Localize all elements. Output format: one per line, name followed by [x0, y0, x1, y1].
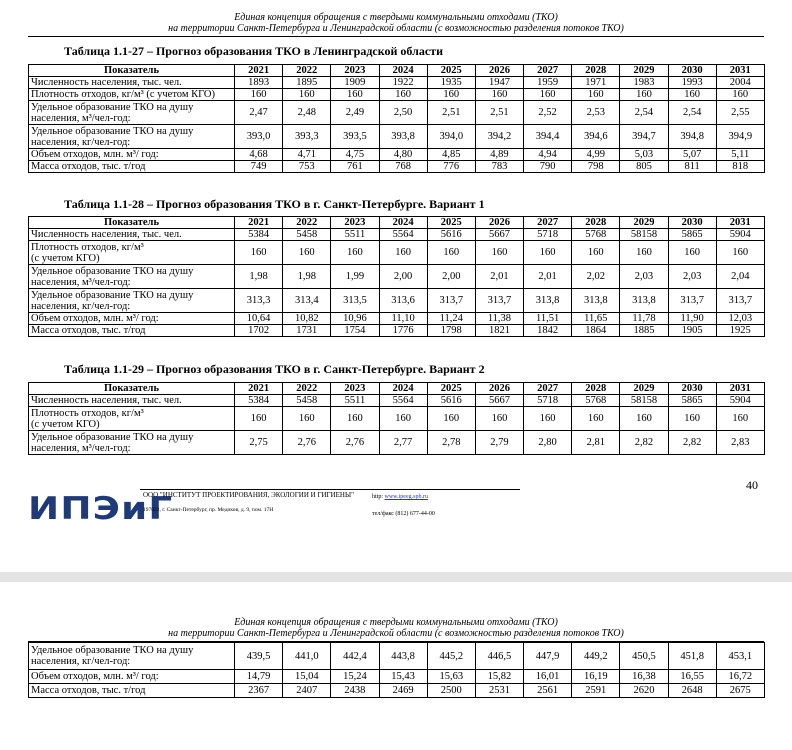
- table-cell-value: 16,19: [572, 670, 620, 684]
- table-cell-value: 2500: [427, 684, 475, 698]
- table-cell-value: 11,10: [379, 313, 427, 325]
- table-cell-value: 449,2: [572, 643, 620, 670]
- row-label: Удельное образование ТКО на душу населения, кг/чел-год:: [29, 125, 235, 149]
- table-cell-value: 160: [572, 407, 620, 431]
- table-cell-value: 393,0: [235, 125, 283, 149]
- table-cell-value: 1798: [427, 325, 475, 337]
- column-header-year: 2025: [427, 383, 475, 395]
- table-cell-value: 16,38: [620, 670, 668, 684]
- column-header-year: 2026: [475, 383, 523, 395]
- table-cell-value: 1842: [524, 325, 572, 337]
- table-cell-value: 1702: [235, 325, 283, 337]
- table-cell-value: 160: [524, 407, 572, 431]
- table-cell-value: 5667: [475, 395, 523, 407]
- table-cell-value: 5768: [572, 395, 620, 407]
- table-cell-value: 4,68: [235, 149, 283, 161]
- table-cell-value: 10,96: [331, 313, 379, 325]
- table-cell-value: 5904: [716, 395, 764, 407]
- table-cell-value: 4,89: [475, 149, 523, 161]
- table-cell-value: 5,11: [716, 149, 764, 161]
- table3-caption: Таблица 1.1-29 – Прогноз образования ТКО в г. Санкт-Петербурге. Вариант 2: [64, 362, 485, 376]
- column-header-year: 2029: [620, 65, 668, 77]
- document-page-2: [0, 582, 792, 750]
- table-cell-value: 811: [668, 161, 716, 173]
- table-cell-value: 11,38: [475, 313, 523, 325]
- table-cell-value: 15,82: [475, 670, 523, 684]
- table-cell-value: 749: [235, 161, 283, 173]
- table-cell-value: 2531: [475, 684, 523, 698]
- table-cell-value: 1,99: [331, 265, 379, 289]
- table-cell-value: 2620: [620, 684, 668, 698]
- table-row: [29, 265, 765, 289]
- row-label: Численность населения, тыс. чел.: [29, 77, 235, 89]
- table-cell-value: 160: [524, 241, 572, 265]
- row-label: Численность населения, тыс. чел.: [29, 229, 235, 241]
- table3-continuation: [28, 642, 765, 698]
- table-cell-value: 160: [427, 89, 475, 101]
- table-cell-value: 2648: [668, 684, 716, 698]
- table-cell-value: 1776: [379, 325, 427, 337]
- table-cell-value: 160: [572, 89, 620, 101]
- table-cell-value: 2,54: [620, 101, 668, 125]
- table-cell-value: 313,6: [379, 289, 427, 313]
- table-cell-value: 5904: [716, 229, 764, 241]
- table-cell-value: 1905: [668, 325, 716, 337]
- table-cell-value: 1922: [379, 77, 427, 89]
- table-cell-value: 2,82: [668, 431, 716, 455]
- table-cell-value: 5564: [379, 395, 427, 407]
- table-cell-value: 439,5: [235, 643, 283, 670]
- table-cell-value: 313,8: [524, 289, 572, 313]
- table-cell-value: 1821: [475, 325, 523, 337]
- table-row: [29, 313, 765, 325]
- column-header-year: 2030: [668, 217, 716, 229]
- table-cell-value: 443,8: [379, 643, 427, 670]
- row-label: Масса отходов, тыс. т/год: [29, 325, 235, 337]
- column-header-year: 2028: [572, 65, 620, 77]
- column-header-year: 2024: [379, 383, 427, 395]
- column-header-year: 2027: [524, 65, 572, 77]
- table-cell-value: 313,8: [572, 289, 620, 313]
- row-label: Удельное образование ТКО на душу населения, м³/чел-год:: [29, 431, 235, 455]
- company-logo: ИПЭиГ: [28, 491, 174, 527]
- table-cell-value: 1893: [235, 77, 283, 89]
- table-row: [29, 289, 765, 313]
- column-header-year: 2031: [716, 383, 764, 395]
- table-cell-value: 2,78: [427, 431, 475, 455]
- table-row: [29, 407, 765, 431]
- running-header-line1-page2: Единая концепция обращения с твердыми коммунальными отходами (ТКО): [234, 617, 558, 628]
- table-cell-value: 160: [716, 89, 764, 101]
- table-cell-value: 160: [283, 89, 331, 101]
- table-cell-value: 15,04: [283, 670, 331, 684]
- table-cell-value: 160: [668, 407, 716, 431]
- table-cell-value: 5718: [524, 229, 572, 241]
- table-cell-value: 160: [475, 407, 523, 431]
- table-cell-value: 2,83: [716, 431, 764, 455]
- table-cell-value: 16,01: [524, 670, 572, 684]
- column-header-year: 2030: [668, 65, 716, 77]
- table-cell-value: 5616: [427, 395, 475, 407]
- table-cell-value: 160: [379, 407, 427, 431]
- row-label: Удельное образование ТКО на душу населения, м³/чел-год:: [29, 101, 235, 125]
- table-cell-value: 2,01: [475, 265, 523, 289]
- table-cell-value: 2,52: [524, 101, 572, 125]
- table-cell-value: 58158: [620, 395, 668, 407]
- table-cell-value: 10,64: [235, 313, 283, 325]
- table-cell-value: 2,50: [379, 101, 427, 125]
- table-cell-value: 2,49: [331, 101, 379, 125]
- table-cell-value: 313,7: [668, 289, 716, 313]
- table-row: [29, 431, 765, 455]
- table-cell-value: 160: [475, 241, 523, 265]
- table-cell-value: 446,5: [475, 643, 523, 670]
- column-header-year: 2026: [475, 65, 523, 77]
- table-cell-value: 160: [524, 89, 572, 101]
- footer-org-name: ООО "ИНСТИТУТ ПРОЕКТИРОВАНИЯ, ЭКОЛОГИИ И ГИГИЕНЫ": [143, 491, 354, 499]
- row-label: Объем отходов, млн. м³/ год:: [29, 149, 235, 161]
- table-cell-value: 11,24: [427, 313, 475, 325]
- column-header-year: 2023: [331, 217, 379, 229]
- row-label: Удельное образование ТКО на душу населения, м³/чел-год:: [29, 265, 235, 289]
- column-header-year: 2022: [283, 65, 331, 77]
- table1: [28, 64, 765, 173]
- table-cell-value: 2,76: [283, 431, 331, 455]
- table-cell-value: 160: [572, 241, 620, 265]
- table-cell-value: 2407: [283, 684, 331, 698]
- row-label: Численность населения, тыс. чел.: [29, 395, 235, 407]
- table1-caption: Таблица 1.1-27 – Прогноз образования ТКО в Ленинградской области: [64, 44, 443, 58]
- table-cell-value: 313,8: [620, 289, 668, 313]
- table-cell-value: 160: [331, 407, 379, 431]
- column-header-year: 2023: [331, 65, 379, 77]
- row-label: Объем отходов, млн. м³/ год:: [29, 670, 235, 684]
- footer-url-link[interactable]: www.ipeeg.spb.ru: [384, 494, 428, 500]
- table-cell-value: 160: [283, 241, 331, 265]
- table-row: [29, 77, 765, 89]
- table-cell-value: 160: [235, 241, 283, 265]
- table-cell-value: 160: [283, 407, 331, 431]
- table-cell-value: 11,51: [524, 313, 572, 325]
- table-cell-value: 394,2: [475, 125, 523, 149]
- table-cell-value: 5616: [427, 229, 475, 241]
- table-cell-value: 2,79: [475, 431, 523, 455]
- table2-header-row: [29, 217, 765, 229]
- table-cell-value: 11,65: [572, 313, 620, 325]
- table-cell-value: 313,7: [427, 289, 475, 313]
- table-cell-value: 313,7: [716, 289, 764, 313]
- table-cell-value: 2367: [235, 684, 283, 698]
- table-cell-value: 1993: [668, 77, 716, 89]
- footer-address: 197022, г. Санкт-Петербург, пр. Медиков, д. 9, пом. 17Н: [143, 507, 274, 513]
- table-cell-value: 2,04: [716, 265, 764, 289]
- table-cell-value: 5865: [668, 395, 716, 407]
- table-cell-value: 16,55: [668, 670, 716, 684]
- table-cell-value: 447,9: [524, 643, 572, 670]
- column-header-year: 2021: [235, 65, 283, 77]
- table-cell-value: 761: [331, 161, 379, 173]
- table-cell-value: 776: [427, 161, 475, 173]
- table-cell-value: 818: [716, 161, 764, 173]
- table-cell-value: 2,51: [427, 101, 475, 125]
- table-row: [29, 161, 765, 173]
- table-cell-value: 11,90: [668, 313, 716, 325]
- table-cell-value: 2,76: [331, 431, 379, 455]
- table-cell-value: 2,75: [235, 431, 283, 455]
- footer-url-label: http:: [372, 494, 384, 500]
- column-header-year: 2030: [668, 383, 716, 395]
- table-cell-value: 442,4: [331, 643, 379, 670]
- column-header-year: 2028: [572, 383, 620, 395]
- table-cell-value: 2,53: [572, 101, 620, 125]
- page-number: 40: [746, 478, 758, 492]
- table-cell-value: 5511: [331, 395, 379, 407]
- table-cell-value: 5,03: [620, 149, 668, 161]
- table-cell-value: 1959: [524, 77, 572, 89]
- table-row: [29, 684, 765, 698]
- row-label: Масса отходов, тыс. т/год: [29, 684, 235, 698]
- table3-header-row: [29, 383, 765, 395]
- row-label: Плотность отходов, кг/м³ (с учетом КГО): [29, 407, 235, 431]
- table-cell-value: 58158: [620, 229, 668, 241]
- table-cell-value: 15,43: [379, 670, 427, 684]
- table-cell-value: 4,71: [283, 149, 331, 161]
- table-cell-value: 2,80: [524, 431, 572, 455]
- row-label: Плотность отходов, кг/м³ (с учетом КГО): [29, 241, 235, 265]
- table-cell-value: 14,79: [235, 670, 283, 684]
- table-cell-value: 2,51: [475, 101, 523, 125]
- table-cell-value: 1909: [331, 77, 379, 89]
- table-cell-value: 4,80: [379, 149, 427, 161]
- table-cell-value: 1,98: [283, 265, 331, 289]
- column-header-year: 2028: [572, 217, 620, 229]
- table-cell-value: 160: [235, 407, 283, 431]
- table-cell-value: 393,3: [283, 125, 331, 149]
- table-cell-value: 2004: [716, 77, 764, 89]
- table-cell-value: 160: [668, 89, 716, 101]
- table-cell-value: 394,9: [716, 125, 764, 149]
- column-header-year: 2029: [620, 217, 668, 229]
- table-row: [29, 101, 765, 125]
- table-row: [29, 229, 765, 241]
- footer-url: [372, 493, 428, 501]
- table-row: [29, 89, 765, 101]
- table-cell-value: 753: [283, 161, 331, 173]
- table-cell-value: 16,72: [716, 670, 764, 684]
- table-cell-value: 5718: [524, 395, 572, 407]
- table-cell-value: 2438: [331, 684, 379, 698]
- footer-phone: тел/факс (812) 677-44-00: [372, 511, 435, 517]
- table-cell-value: 5667: [475, 229, 523, 241]
- table-cell-value: 394,7: [620, 125, 668, 149]
- header-rule: [28, 36, 764, 37]
- table-cell-value: 394,4: [524, 125, 572, 149]
- table-cell-value: 445,2: [427, 643, 475, 670]
- table-cell-value: 453,1: [716, 643, 764, 670]
- table-cell-value: 2,82: [620, 431, 668, 455]
- running-header-line2-page2: на территории Санкт-Петербурга и Ленинградской области (с возможностью разделения потоков ТКО): [168, 628, 624, 639]
- column-header-year: 2024: [379, 65, 427, 77]
- table-cell-value: 5,07: [668, 149, 716, 161]
- table-cell-value: 790: [524, 161, 572, 173]
- table-cell-value: 160: [427, 241, 475, 265]
- table-cell-value: 2,48: [283, 101, 331, 125]
- table-cell-value: 393,8: [379, 125, 427, 149]
- table-cell-value: 2,03: [620, 265, 668, 289]
- table-cell-value: 5458: [283, 229, 331, 241]
- page-separator: [0, 572, 792, 582]
- footer-rule: [140, 489, 520, 490]
- table-cell-value: 394,6: [572, 125, 620, 149]
- table-cell-value: 15,24: [331, 670, 379, 684]
- table-cell-value: 2,47: [235, 101, 283, 125]
- table-cell-value: 160: [427, 407, 475, 431]
- table-cell-value: 2,54: [668, 101, 716, 125]
- table-cell-value: 10,82: [283, 313, 331, 325]
- column-header-year: 2027: [524, 217, 572, 229]
- row-label: Плотность отходов, кг/м³ (с учетом КГО): [29, 89, 235, 101]
- table-cell-value: 313,7: [475, 289, 523, 313]
- table-cell-value: 160: [475, 89, 523, 101]
- row-label: Удельное образование ТКО на душу населения, кг/чел-год:: [29, 289, 235, 313]
- table-cell-value: 12,03: [716, 313, 764, 325]
- table-cell-value: 2,77: [379, 431, 427, 455]
- table-cell-value: 1895: [283, 77, 331, 89]
- row-label: Масса отходов, тыс. т/год: [29, 161, 235, 173]
- table-cell-value: 394,8: [668, 125, 716, 149]
- table-cell-value: 160: [668, 241, 716, 265]
- table1-header-row: [29, 65, 765, 77]
- table-cell-value: 160: [331, 89, 379, 101]
- column-header-year: 2022: [283, 383, 331, 395]
- table-cell-value: 2,00: [379, 265, 427, 289]
- column-header-year: 2027: [524, 383, 572, 395]
- table-cell-value: 4,99: [572, 149, 620, 161]
- table-cell-value: 160: [716, 407, 764, 431]
- table-cell-value: 393,5: [331, 125, 379, 149]
- table-cell-value: 160: [620, 89, 668, 101]
- table-cell-value: 11,78: [620, 313, 668, 325]
- table-row: [29, 670, 765, 684]
- table-row: [29, 149, 765, 161]
- table-cell-value: 1754: [331, 325, 379, 337]
- column-header-indicator: Показатель: [29, 217, 235, 229]
- table-cell-value: 1947: [475, 77, 523, 89]
- running-header-line1: Единая концепция обращения с твердыми коммунальными отходами (ТКО): [234, 12, 558, 23]
- table-cell-value: 5511: [331, 229, 379, 241]
- table-cell-value: 160: [331, 241, 379, 265]
- column-header-year: 2031: [716, 65, 764, 77]
- table-cell-value: 2469: [379, 684, 427, 698]
- column-header-year: 2021: [235, 217, 283, 229]
- table-cell-value: 1935: [427, 77, 475, 89]
- table-cell-value: 5384: [235, 395, 283, 407]
- table-cell-value: 2,55: [716, 101, 764, 125]
- table-cell-value: 313,5: [331, 289, 379, 313]
- running-header-line2: на территории Санкт-Петербурга и Ленинградской области (с возможностью разделения потоков ТКО): [168, 23, 624, 34]
- table-cell-value: 2,00: [427, 265, 475, 289]
- table2: [28, 216, 765, 337]
- table-row: [29, 241, 765, 265]
- column-header-year: 2021: [235, 383, 283, 395]
- table-row: [29, 395, 765, 407]
- table-row: [29, 125, 765, 149]
- row-label: Удельное образование ТКО на душу населения, кг/чел-год:: [29, 643, 235, 670]
- column-header-year: 2025: [427, 65, 475, 77]
- table-row: [29, 643, 765, 670]
- table-cell-value: 1,98: [235, 265, 283, 289]
- table-cell-value: 5865: [668, 229, 716, 241]
- column-header-year: 2026: [475, 217, 523, 229]
- table-cell-value: 4,75: [331, 149, 379, 161]
- table-cell-value: 313,3: [235, 289, 283, 313]
- table-cell-value: 768: [379, 161, 427, 173]
- table-cell-value: 160: [620, 241, 668, 265]
- table-cell-value: 4,85: [427, 149, 475, 161]
- table-cell-value: 805: [620, 161, 668, 173]
- table-cell-value: 2675: [716, 684, 764, 698]
- column-header-year: 2023: [331, 383, 379, 395]
- column-header-year: 2024: [379, 217, 427, 229]
- table-cell-value: 1731: [283, 325, 331, 337]
- column-header-year: 2025: [427, 217, 475, 229]
- table-cell-value: 15,63: [427, 670, 475, 684]
- table-cell-value: 451,8: [668, 643, 716, 670]
- table-cell-value: 160: [379, 241, 427, 265]
- column-header-year: 2029: [620, 383, 668, 395]
- column-header-indicator: Показатель: [29, 383, 235, 395]
- table-cell-value: 160: [716, 241, 764, 265]
- table-cell-value: 441,0: [283, 643, 331, 670]
- table-cell-value: 313,4: [283, 289, 331, 313]
- table-cell-value: 1971: [572, 77, 620, 89]
- row-label: Объем отходов, млн. м³/ год:: [29, 313, 235, 325]
- table-cell-value: 5768: [572, 229, 620, 241]
- column-header-year: 2031: [716, 217, 764, 229]
- table-cell-value: 5564: [379, 229, 427, 241]
- table-cell-value: 2,81: [572, 431, 620, 455]
- table-cell-value: 160: [379, 89, 427, 101]
- column-header-year: 2022: [283, 217, 331, 229]
- table-cell-value: 160: [235, 89, 283, 101]
- table-cell-value: 2,01: [524, 265, 572, 289]
- table-cell-value: 4,94: [524, 149, 572, 161]
- table-cell-value: 2591: [572, 684, 620, 698]
- table-cell-value: 1864: [572, 325, 620, 337]
- table-cell-value: 1885: [620, 325, 668, 337]
- column-header-indicator: Показатель: [29, 65, 235, 77]
- table-cell-value: 1925: [716, 325, 764, 337]
- table-cell-value: 5384: [235, 229, 283, 241]
- table-cell-value: 2,03: [668, 265, 716, 289]
- table-cell-value: 2,02: [572, 265, 620, 289]
- table-cell-value: 450,5: [620, 643, 668, 670]
- table-cell-value: 798: [572, 161, 620, 173]
- table-cell-value: 160: [620, 407, 668, 431]
- table-row: [29, 325, 765, 337]
- table2-caption: Таблица 1.1-28 – Прогноз образования ТКО в г. Санкт-Петербурге. Вариант 1: [64, 197, 485, 211]
- table-cell-value: 394,0: [427, 125, 475, 149]
- table-cell-value: 1983: [620, 77, 668, 89]
- table-cell-value: 2561: [524, 684, 572, 698]
- table3: [28, 382, 765, 455]
- table-cell-value: 783: [475, 161, 523, 173]
- table-cell-value: 5458: [283, 395, 331, 407]
